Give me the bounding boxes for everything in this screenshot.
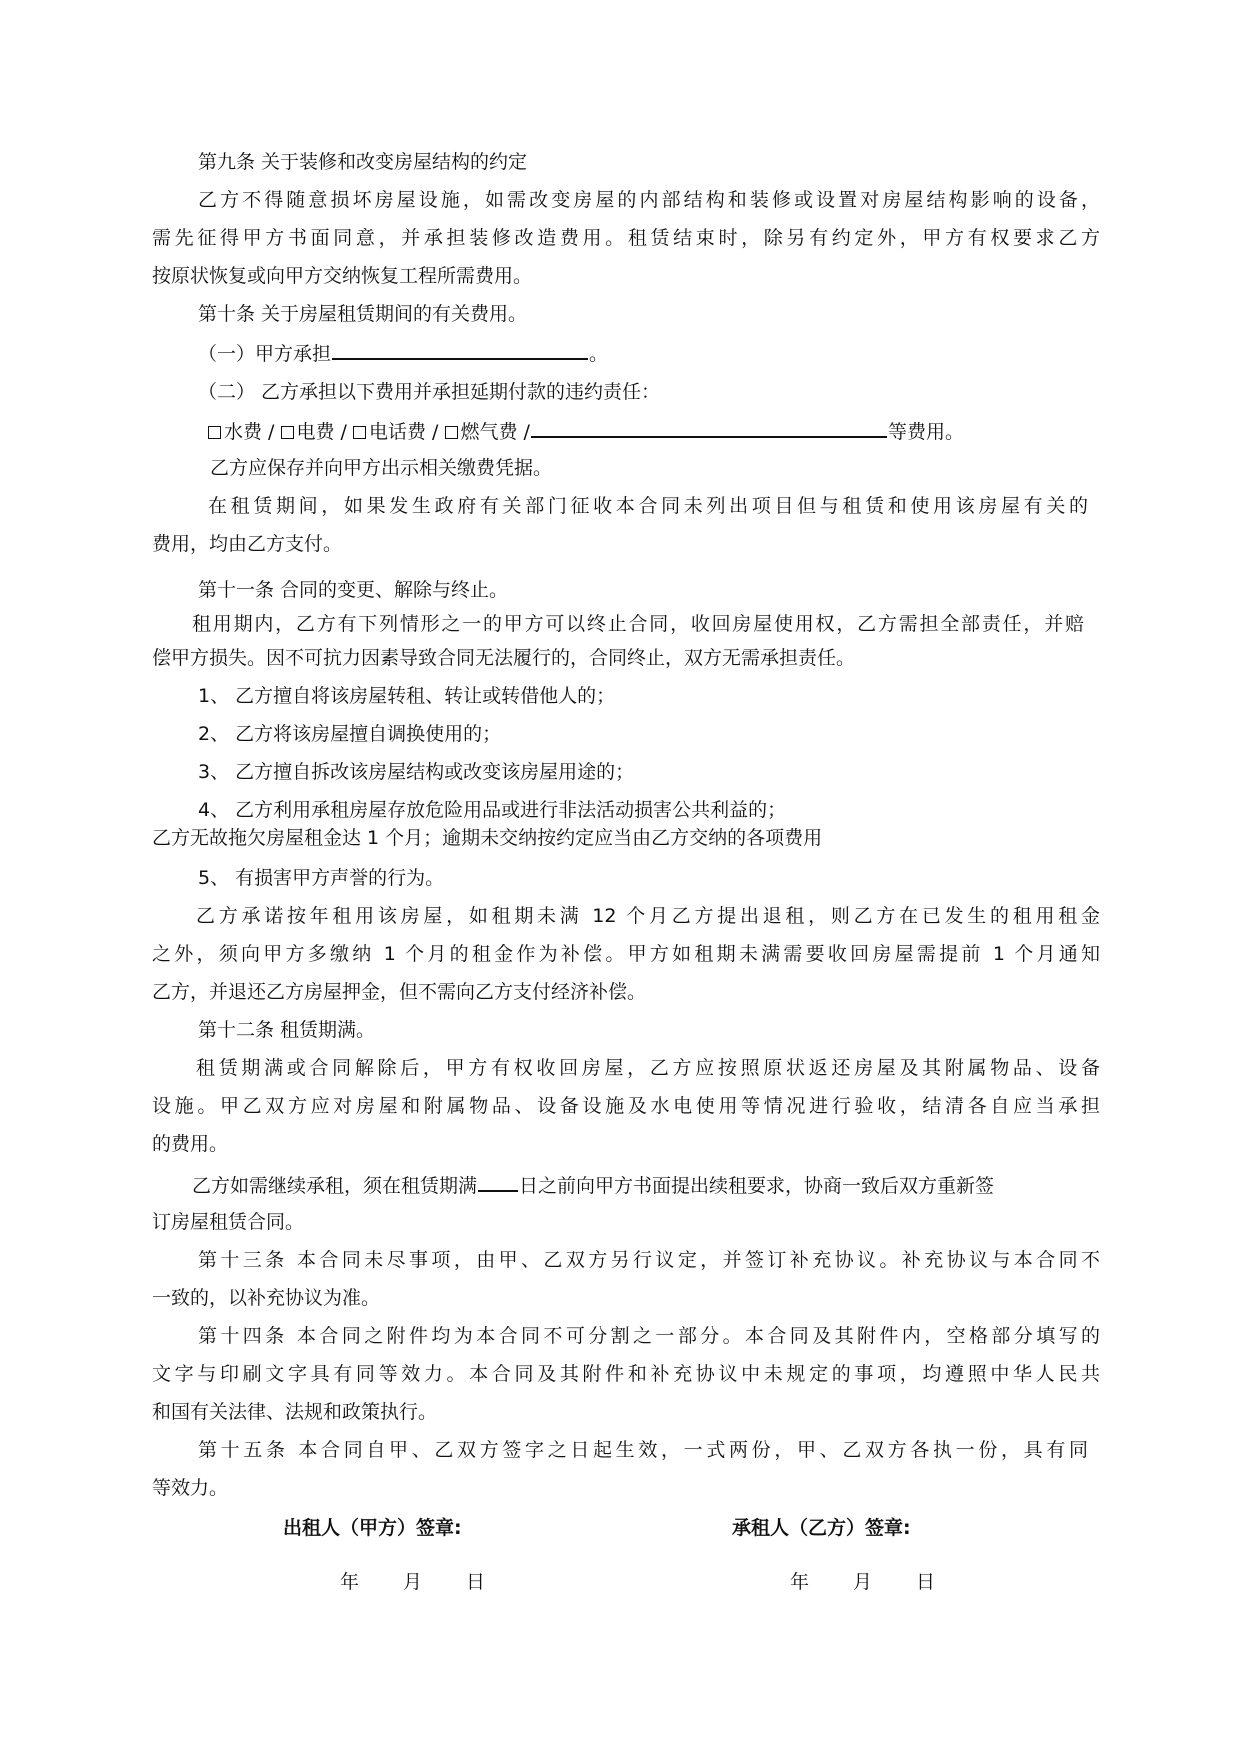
list-item: 4、 乙方利用承租房屋存放危险用品或进行非法活动损害公共利益的；: [198, 799, 787, 821]
article9-heading: 第九条 关于装修和改变房屋结构的约定: [198, 151, 528, 173]
article12-line1: 租赁期满或合同解除后，甲方有权收回房屋，乙方应按照原状返还房屋及其附属物品、设备: [196, 1057, 1100, 1079]
list-item: 2、 乙方将该房屋擅自调换使用的；: [198, 723, 502, 745]
renewal-days-blank[interactable]: [478, 1172, 518, 1192]
other-fees-blank[interactable]: [531, 418, 887, 438]
article15-line1: 第十五条 本合同自甲、乙双方签字之日起生效，一式两份，甲、乙双方各执一份，具有同: [198, 1439, 1088, 1461]
article14-line3: 和国有关法律、法规和政策执行。: [152, 1401, 438, 1423]
article13-line1: 第十三条 本合同未尽事项，由甲、乙双方另行议定，并签订补充协议。补充协议与本合同不: [198, 1249, 1100, 1271]
gas-fee-label: 燃气费 /: [460, 421, 530, 443]
article10-item2: （二） 乙方承担以下费用并承担延期付款的违约责任：: [198, 381, 661, 403]
renewal-text-end: 日之前向甲方书面提出续租要求，协商一致后双方重新签: [519, 1175, 995, 1197]
water-fee-label: 水费 /: [224, 421, 275, 443]
water-checkbox[interactable]: [208, 426, 221, 439]
article14-line2: 文字与印刷文字具有同等效力。本合同及其附件和补充协议中未规定的事项，均遵照中华人民共: [152, 1363, 1100, 1385]
commitment-line1: 乙方承诺按年租用该房屋，如租期未满 12 个月乙方提出退租，则乙方在已发生的租用租金: [196, 905, 1100, 927]
list-item: 3、 乙方擅自拆改该房屋结构或改变该房屋用途的；: [198, 761, 635, 783]
article12-line2: 设施。甲乙双方应对房屋和附属物品、设备设施及水电使用等情况进行验收，结清各自应当承担: [152, 1095, 1100, 1117]
commitment-line2: 之外，须向甲方多缴纳 1 个月的租金作为补偿。甲方如租期未满需要收回房屋需提前 1 个月通知: [152, 943, 1100, 965]
electricity-checkbox[interactable]: [281, 426, 294, 439]
lessor-date-year: 年: [340, 1571, 360, 1593]
article11-line1: 租用期内，乙方有下列情形之一的甲方可以终止合同，收回房屋使用权，乙方需担全部责任，并赔: [192, 613, 1084, 635]
renewal-line2: 订房屋租赁合同。: [152, 1211, 305, 1233]
article9-line1: 乙方不得随意损坏房屋设施，如需改变房屋的内部结构和装修或设置对房屋结构影响的设备，: [198, 189, 1100, 211]
list-item: 1、 乙方擅自将该房屋转租、转让或转借他人的；: [198, 685, 616, 707]
article9-line2: 需先征得甲方书面同意，并承担装修改造费用。租赁结束时，除另有约定外，甲方有权要求乙方: [152, 227, 1100, 249]
arrears-line: 乙方无故拖欠房屋租金达 1 个月；逾期未交纳按约定应当由乙方交纳的各项费用: [152, 827, 823, 849]
lessee-signature-label: 承租人（乙方）签章:: [732, 1517, 911, 1539]
renewal-text-start: 乙方如需继续承租，须在租赁期满: [192, 1175, 478, 1197]
article12-line3: 的费用。: [152, 1133, 229, 1155]
gov-fees-line2: 费用，均由乙方支付。: [152, 533, 343, 555]
article11-line2: 偿甲方损失。因不可抗力因素导致合同无法履行的，合同终止，双方无需承担责任。: [152, 647, 856, 669]
phone-checkbox[interactable]: [353, 426, 366, 439]
renewal-line1: [192, 1172, 1140, 1199]
article11-heading: 第十一条 合同的变更、解除与终止。: [198, 579, 509, 601]
commitment-line3: 乙方，并退还乙方房屋押金，但不需向乙方支付经济补偿。: [152, 981, 647, 1003]
article14-line1: 第十四条 本合同之附件均为本合同不可分割之一部分。本合同及其附件内，空格部分填写的: [198, 1325, 1100, 1347]
lessee-date-month: 月: [853, 1571, 873, 1593]
list-item: 5、 有损害甲方声誉的行为。: [198, 867, 445, 889]
lessee-date-year: 年: [790, 1571, 810, 1593]
lessor-signature-label: 出租人（甲方）签章:: [283, 1517, 462, 1539]
article13-line2: 一致的，以补充协议为准。: [152, 1287, 381, 1309]
phone-fee-label: 电话费 /: [369, 421, 439, 443]
article9-line3: 按原状恢复或向甲方交纳恢复工程所需费用。: [152, 265, 533, 287]
fill-in-blank[interactable]: [332, 340, 588, 360]
gas-checkbox[interactable]: [445, 426, 458, 439]
gov-fees-line1: 在租赁期间，如果发生政府有关部门征收本合同未列出项目但与租赁和使用该房屋有关的: [208, 495, 1088, 517]
item1-label: （一）甲方承担: [198, 343, 332, 365]
item1-end: 。: [589, 343, 609, 365]
article12-heading: 第十二条 租赁期满。: [198, 1019, 376, 1041]
lessee-date-day: 日: [916, 1571, 936, 1593]
article15-line2: 等效力。: [152, 1477, 229, 1499]
article10-heading: 第十条 关于房屋租赁期间的有关费用。: [198, 303, 528, 325]
fees-suffix: 等费用。: [887, 421, 964, 443]
fee-options-line: [208, 418, 1156, 445]
lessor-date-day: 日: [466, 1571, 486, 1593]
lessor-date-month: 月: [403, 1571, 423, 1593]
electricity-fee-label: 电费 /: [296, 421, 347, 443]
receipts-line: 乙方应保存并向甲方出示相关缴费凭据。: [210, 457, 553, 479]
article10-item1: [198, 340, 1146, 367]
